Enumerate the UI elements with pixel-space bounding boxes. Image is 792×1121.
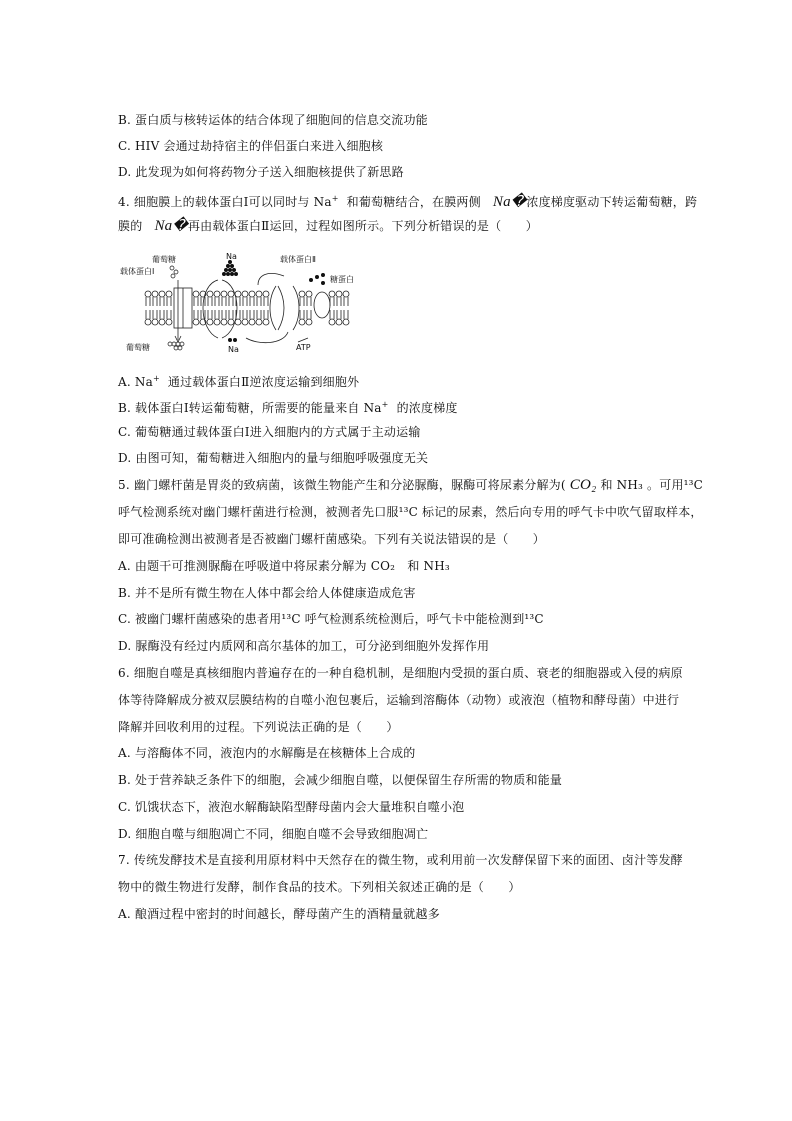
q6-stem-line2: 体等待降解成分被双层膜结构的自噬小泡包裹后，运输到溶酶体（动物）或液泡（植物和酵母菌）中进行 bbox=[118, 693, 680, 707]
q4-option-c: C. 葡萄糖通过载体蛋白Ⅰ进入细胞内的方式属于主动运输 bbox=[118, 425, 421, 439]
q5-stem-line2: 呼气检测系统对幽门螺杆菌进行检测，被测者先口服¹³C 标记的尿素，然后向专用的呼气卡中吹气留取样本， bbox=[118, 505, 703, 519]
membrane-transport-figure bbox=[118, 250, 388, 360]
q6-option-a: A. 与溶酶体不同，液泡内的水解酶是在核糖体上合成的 bbox=[118, 746, 416, 760]
q4-stem-line2: 膜的 Na�再由载体蛋白Ⅱ运回，过程如图所示。下列分析错误的是（ ） bbox=[118, 218, 538, 234]
q7-option-a: A. 酿酒过程中密封的时间越长，酵母菌产生的酒精量就越多 bbox=[118, 907, 440, 921]
q5-stem-line3: 即可准确检测出被测者是否被幽门螺杆菌感染。下列有关说法错误的是（ ） bbox=[118, 532, 546, 546]
q5-option-a: A. 由题干可推测脲酶在呼吸道中将尿素分解为 CO₂ 和 NH₃ bbox=[118, 559, 450, 573]
q5-option-d: D. 脲酶没有经过内质网和高尔基体的加工，可分泌到细胞外发挥作用 bbox=[118, 639, 490, 653]
lipid-heads-top bbox=[145, 291, 349, 297]
carrier-protein-2 bbox=[270, 286, 276, 330]
q6-option-c: C. 饥饿状态下，液泡水解酶缺陷型酵母菌内会大量堆积自噬小泡 bbox=[118, 800, 465, 814]
q4-option-a: A. Na+ 通过载体蛋白Ⅱ逆浓度运输到细胞外 bbox=[118, 374, 360, 389]
q7-stem-line1: 7. 传统发酵技术是直接利用原材料中天然存在的微生物，或利用前一次发酵保留下来的面团、卤汁等发酵 bbox=[118, 853, 683, 867]
q4-option-d: D. 由图可知，葡萄糖进入细胞内的量与细胞呼吸强度无关 bbox=[118, 451, 429, 465]
q4-option-b: B. 载体蛋白Ⅰ转运葡萄糖，所需要的能量来自 Na+ 的浓度梯度 bbox=[118, 400, 458, 415]
q6-option-b: B. 处于营养缺乏条件下的细胞，会减少细胞自噬，以便保留生存所需的物质和能量 bbox=[118, 773, 563, 787]
q6-stem-line1: 6. 细胞自噬是真核细胞内普遍存在的一种自稳机制，是细胞内受损的蛋白质、衰老的细胞器或入侵的病原 bbox=[118, 666, 683, 680]
svg-text:葡萄糖: 葡萄糖 bbox=[152, 255, 176, 264]
q3-option-c: C. HIV 会通过劫持宿主的伴侣蛋白来进入细胞核 bbox=[118, 139, 384, 153]
svg-text:Na: Na bbox=[228, 345, 239, 354]
svg-text:葡萄糖: 葡萄糖 bbox=[126, 343, 150, 352]
svg-text:载体蛋白Ⅱ: 载体蛋白Ⅱ bbox=[280, 255, 316, 264]
q5-option-c: C. 被幽门螺杆菌感染的患者用¹³C 呼气检测系统检测后，呼气卡中能检测到¹³C bbox=[118, 612, 544, 626]
q3-option-b: B. 蛋白质与核转运体的结合体现了细胞间的信息交流功能 bbox=[118, 113, 428, 127]
svg-text:Na: Na bbox=[226, 252, 237, 261]
svg-text:ATP: ATP bbox=[296, 343, 311, 352]
q6-option-d: D. 细胞自噬与细胞凋亡不同，细胞自噬不会导致细胞凋亡 bbox=[118, 827, 429, 841]
svg-text:糖蛋白: 糖蛋白 bbox=[330, 275, 354, 284]
q4-stem-line1: 4. 细胞膜上的载体蛋白Ⅰ可以同时与 Na+ 和葡萄糖结合，在膜两侧 Na�浓度梯度驱动下转运葡萄糖，跨 bbox=[118, 194, 698, 210]
q6-stem-line3: 降解并回收利用的过程。下列说法正确的是（ ） bbox=[118, 720, 399, 734]
q5-option-b: B. 并不是所有微生物在人体中都会给人体健康造成危害 bbox=[118, 586, 416, 600]
glycoprotein bbox=[314, 292, 330, 318]
svg-text:载体蛋白Ⅰ: 载体蛋白Ⅰ bbox=[120, 267, 155, 276]
q7-stem-line2: 物中的微生物进行发酵，制作食品的技术。下列相关叙述正确的是（ ） bbox=[118, 880, 521, 894]
q3-option-d: D. 此发现为如何将药物分子送入细胞核提供了新思路 bbox=[118, 165, 404, 179]
q5-stem-line1: 5. 幽门螺杆菌是胃炎的致病菌，该微生物能产生和分泌脲酶，脲酶可将尿素分解为( CO₂ 和 NH₃ 。可用¹³C bbox=[118, 477, 704, 493]
lipid-heads-bottom bbox=[145, 319, 349, 325]
